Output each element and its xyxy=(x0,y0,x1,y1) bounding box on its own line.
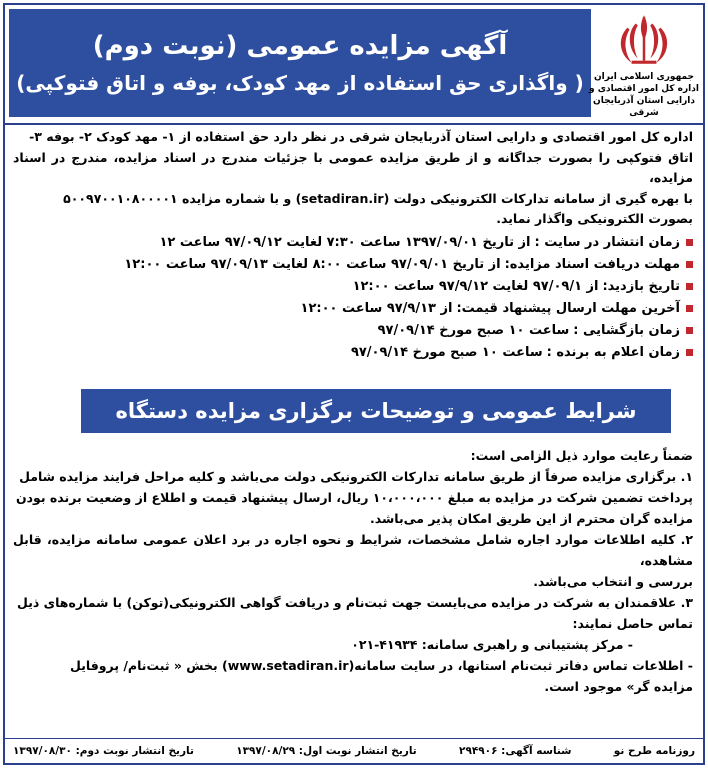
org-line-3: دارایی استان آذربایجان شرقی xyxy=(593,96,695,118)
header xyxy=(5,5,703,125)
schedule-value: از ۹۷/۰۹/۱ لغایت ۹۷/۹/۱۲ ساعت ۱۲:۰۰ xyxy=(352,278,599,294)
intro-line: اداره کل امور اقتصادی و دارایی استان آذربایجان شرقی در نظر دارد حق استفاده از ۱- مهد کودک ۲- بوفه ۳- xyxy=(29,129,693,144)
schedule-value: از ۹۷/۹/۱۳ ساعت ۱۲:۰۰ xyxy=(300,300,453,316)
intro-paragraph xyxy=(13,127,693,230)
square-bullet-icon xyxy=(686,349,693,356)
schedule-label: آخرین مهلت ارسال پیشنهاد قیمت: xyxy=(456,300,680,316)
registration-info: - اطلاعات تماس دفاتر ثبت‌نام استانها، در سایت سامانه(www.setadiran.ir) بخش « ثبت‌نام/ پروفایل xyxy=(70,658,693,673)
page-subtitle: ( واگذاری حق استفاده از مهد کودک، بوفه و اتاق فتوکپی) xyxy=(16,71,584,95)
schedule-label: زمان انتشار در سایت : xyxy=(534,234,680,250)
org-line-2: اداره کل امور اقتصادی و xyxy=(589,84,699,94)
condition-line: تماس حاصل نمایند: xyxy=(572,616,693,631)
intro-line: بصورت الکترونیکی واگذار نماید. xyxy=(496,211,693,226)
announcement xyxy=(3,3,705,765)
section-title: شرایط عمومی و توضیحات برگزاری مزایده دستگاه اجرایی xyxy=(81,389,671,433)
schedule-value: ساعت ۱۰ صبح مورخ ۹۷/۰۹/۱۴ xyxy=(377,322,570,338)
main-content xyxy=(13,127,693,364)
condition-line: ۲. کلیه اطلاعات موارد اجاره شامل مشخصات، شرایط و نحوه اجاره در برد اعلان عمومی سامانه مزایده، قابل مشاهده، xyxy=(13,532,693,568)
schedule-item xyxy=(13,254,693,276)
org-line-1: جمهوری اسلامی ایران xyxy=(593,72,695,82)
square-bullet-icon xyxy=(686,305,693,312)
schedule-label: مهلت دریافت اسناد مزایده: xyxy=(504,256,680,272)
square-bullet-icon xyxy=(686,239,693,246)
schedule-label: تاریخ بازدید: xyxy=(602,278,680,294)
intro-line: با بهره گیری از سامانه تدارکات الکترونیکی دولت (setadiran.ir) و با شماره مزایده ۵۰۰۹۷۰۰۱۰۸۰۰۰۰۱ xyxy=(63,190,693,206)
iran-emblem-icon xyxy=(613,9,675,71)
conditions-intro: ضمناً رعایت موارد ذیل الزامی است: xyxy=(470,448,693,463)
first-publish-date: تاریخ انتشار نوبت اول: ۱۳۹۷/۰۸/۲۹ xyxy=(236,745,417,757)
schedule-item xyxy=(13,298,693,320)
schedule-label: زمان اعلام به برنده : xyxy=(546,344,680,360)
schedule-value: ساعت ۱۰ صبح مورخ ۹۷/۰۹/۱۴ xyxy=(350,344,543,360)
schedule-value: از تاریخ ۱۳۹۷/۰۹/۰۱ ساعت ۷:۳۰ لغایت ۹۷/۰۹/۱۲ ساعت ۱۲ xyxy=(159,234,531,250)
schedule-item xyxy=(13,320,693,342)
schedule-list xyxy=(13,232,693,364)
conditions xyxy=(13,445,693,697)
schedule-label: زمان بازگشایی : xyxy=(573,322,680,338)
schedule-value: از تاریخ ۹۷/۰۹/۰۱ ساعت ۸:۰۰ لغایت ۹۷/۰۹/۱۳ ساعت ۱۲:۰۰ xyxy=(124,256,501,272)
square-bullet-icon xyxy=(686,283,693,290)
schedule-item xyxy=(13,342,693,364)
condition-line: ۳. علاقمندان به شرکت در مزایده می‌بایست جهت ثبت‌نام و دریافت گواهی الکترونیکی(توکن) با شماره‌های ذیل xyxy=(17,595,693,610)
schedule-item xyxy=(13,232,693,254)
support-phone: - مرکز پشتیبانی و راهبری سامانه: ۴۱۹۳۴-۰۲۱ xyxy=(351,637,633,652)
page-title: آگهی مزایده عمومی (نوبت دوم) xyxy=(92,31,508,61)
newspaper-name: روزنامه طرح نو xyxy=(613,745,695,757)
second-publish-date: تاریخ انتشار نوبت دوم: ۱۳۹۷/۰۸/۳۰ xyxy=(13,745,194,757)
ad-id: شناسه آگهی: ۲۹۴۹۰۶ xyxy=(459,745,572,757)
condition-line: بررسی و انتخاب می‌باشد. xyxy=(533,574,693,589)
schedule-item xyxy=(13,276,693,298)
emblem-area xyxy=(589,9,699,119)
condition-line: ۱. برگزاری مزایده صرفاً از طریق سامانه تدارکات الکترونیکی دولت می‌باشد و کلیه مراحل فرایند مزایده شامل xyxy=(19,469,693,484)
square-bullet-icon xyxy=(686,327,693,334)
square-bullet-icon xyxy=(686,261,693,268)
title-box xyxy=(9,9,591,117)
condition-line: پرداخت تضمین شرکت در مزایده به مبلغ ۱۰،۰۰۰،۰۰۰ ریال، ارسال پیشنهاد قیمت و اطلاع از وضعیت برنده بودن xyxy=(15,490,693,505)
condition-line: مزایده گران محترم از این طریق امکان پذیر می‌باشد. xyxy=(370,511,693,526)
registration-info: مزایده گر» موجود است. xyxy=(544,679,693,694)
intro-line: اتاق فتوکپی را بصورت جداگانه و از طریق مزایده عمومی با جزئیات مندرج در اسناد مزایده، مندرج در اسناد مزایده، xyxy=(13,149,693,185)
footer xyxy=(5,738,703,763)
